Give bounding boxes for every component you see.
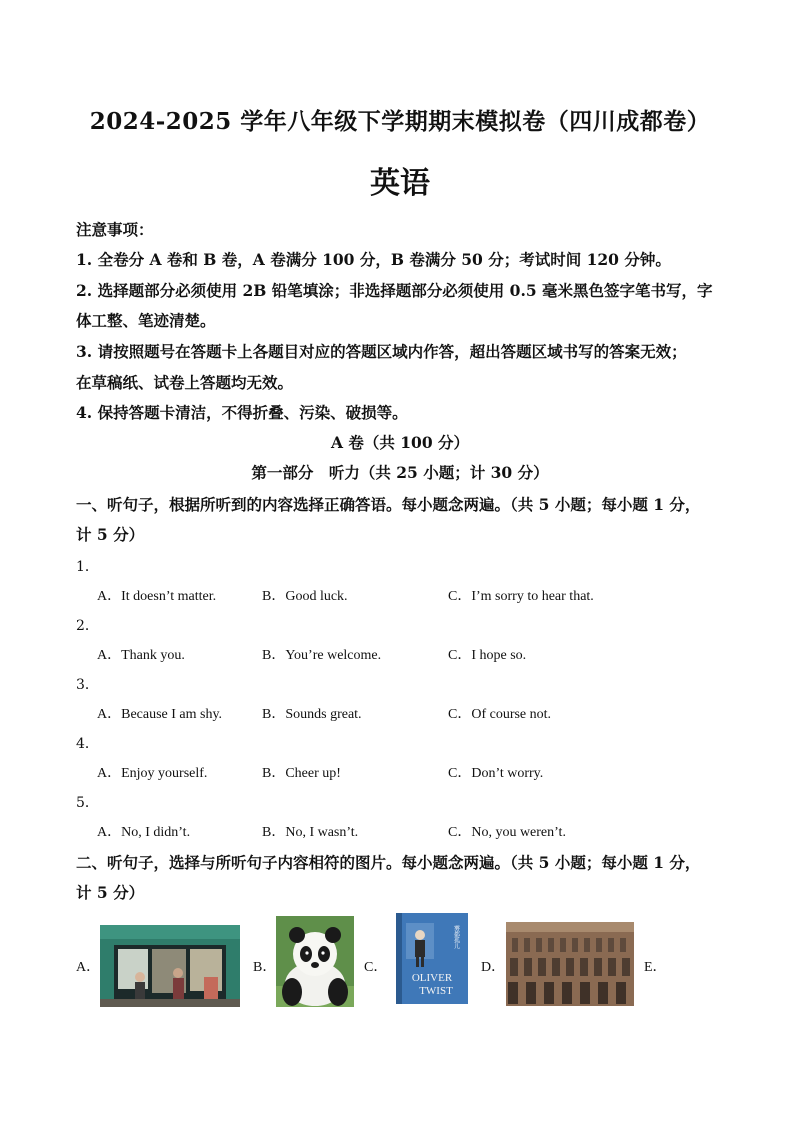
book-title-line-2: TWIST — [419, 985, 453, 997]
option-b: B．Cheer up! — [262, 766, 341, 781]
book-picture — [396, 913, 468, 1004]
picture-label-b: B． — [253, 960, 277, 975]
part-two-instruction: 二、听句子，选择与所听句子内容相符的图片。每小题念两遍。（共 5 小题；每小题 1 分， — [76, 853, 701, 872]
option-c: C．No, you weren’t. — [448, 825, 566, 840]
question-number: 5． — [76, 795, 99, 811]
question-number: 3． — [76, 677, 99, 693]
option-c: C．Of course not. — [448, 707, 552, 722]
option-b: B．No, I wasn’t. — [262, 825, 359, 840]
picture-label-a: A． — [76, 960, 101, 975]
option-a: A．Because I am shy. — [97, 707, 223, 722]
option-c: C．Don’t worry. — [448, 766, 544, 781]
exam-title: 2024-2025 学年八年级下学期期末模拟卷（四川成都卷） — [89, 108, 711, 135]
picture-label-c: C． — [364, 960, 388, 975]
panda-picture — [276, 916, 354, 1007]
option-b: B．Sounds great. — [262, 707, 362, 722]
note-item-3-cont: 在草稿纸、试卷上答题均无效。 — [76, 373, 294, 392]
terracotta-warriors-picture — [506, 922, 634, 1006]
volume-heading: A 卷（共 100 分） — [330, 433, 470, 452]
notes-heading: 注意事项： — [76, 220, 154, 239]
option-a: A．Enjoy yourself. — [97, 766, 208, 781]
note-item-4: 4. 保持答题卡清洁，不得折叠、污染、破损等。 — [76, 403, 408, 422]
note-item-2: 2. 选择题部分必须使用 2B 铅笔填涂；非选择题部分必须使用 0.5 毫米黑色签字笔书写，字 — [76, 281, 713, 300]
option-a: A．It doesn’t matter. — [97, 589, 217, 604]
option-b: B．Good luck. — [262, 589, 348, 604]
note-item-2-cont: 体工整、笔迹清楚。 — [76, 311, 216, 330]
book-chinese-title: 雾都孤儿 — [452, 925, 460, 949]
option-c: C．I hope so. — [448, 648, 527, 663]
part-heading: 第一部分 听力（共 25 小题；计 30 分） — [251, 463, 549, 482]
question-number: 4． — [76, 736, 99, 752]
option-c: C．I’m sorry to hear that. — [448, 589, 594, 604]
option-a: A．Thank you. — [97, 648, 185, 663]
note-item-1: 1. 全卷分 A 卷和 B 卷，A 卷满分 100 分，B 卷满分 50 分；考试时间 120 分钟。 — [76, 250, 671, 269]
option-b: B．You’re welcome. — [262, 648, 382, 663]
question-number: 1． — [76, 559, 99, 575]
part-one-instruction-cont: 计 5 分） — [76, 525, 145, 544]
picture-label-d: D． — [481, 960, 506, 975]
part-one-instruction: 一、听句子，根据所听到的内容选择正确答语。每小题念两遍。（共 5 小题；每小题 1 分， — [76, 495, 701, 514]
subject-title: 英语 — [370, 166, 430, 201]
shop-picture — [100, 925, 240, 1007]
option-a: A．No, I didn’t. — [97, 825, 191, 840]
picture-label-e: E． — [644, 960, 667, 975]
question-number: 2． — [76, 618, 99, 634]
book-title-line-1: OLIVER — [411, 972, 453, 984]
part-two-instruction-cont: 计 5 分） — [76, 883, 145, 902]
note-item-3: 3. 请按照题号在答题卡上各题目对应的答题区域内作答，超出答题区域书写的答案无效； — [76, 342, 687, 361]
